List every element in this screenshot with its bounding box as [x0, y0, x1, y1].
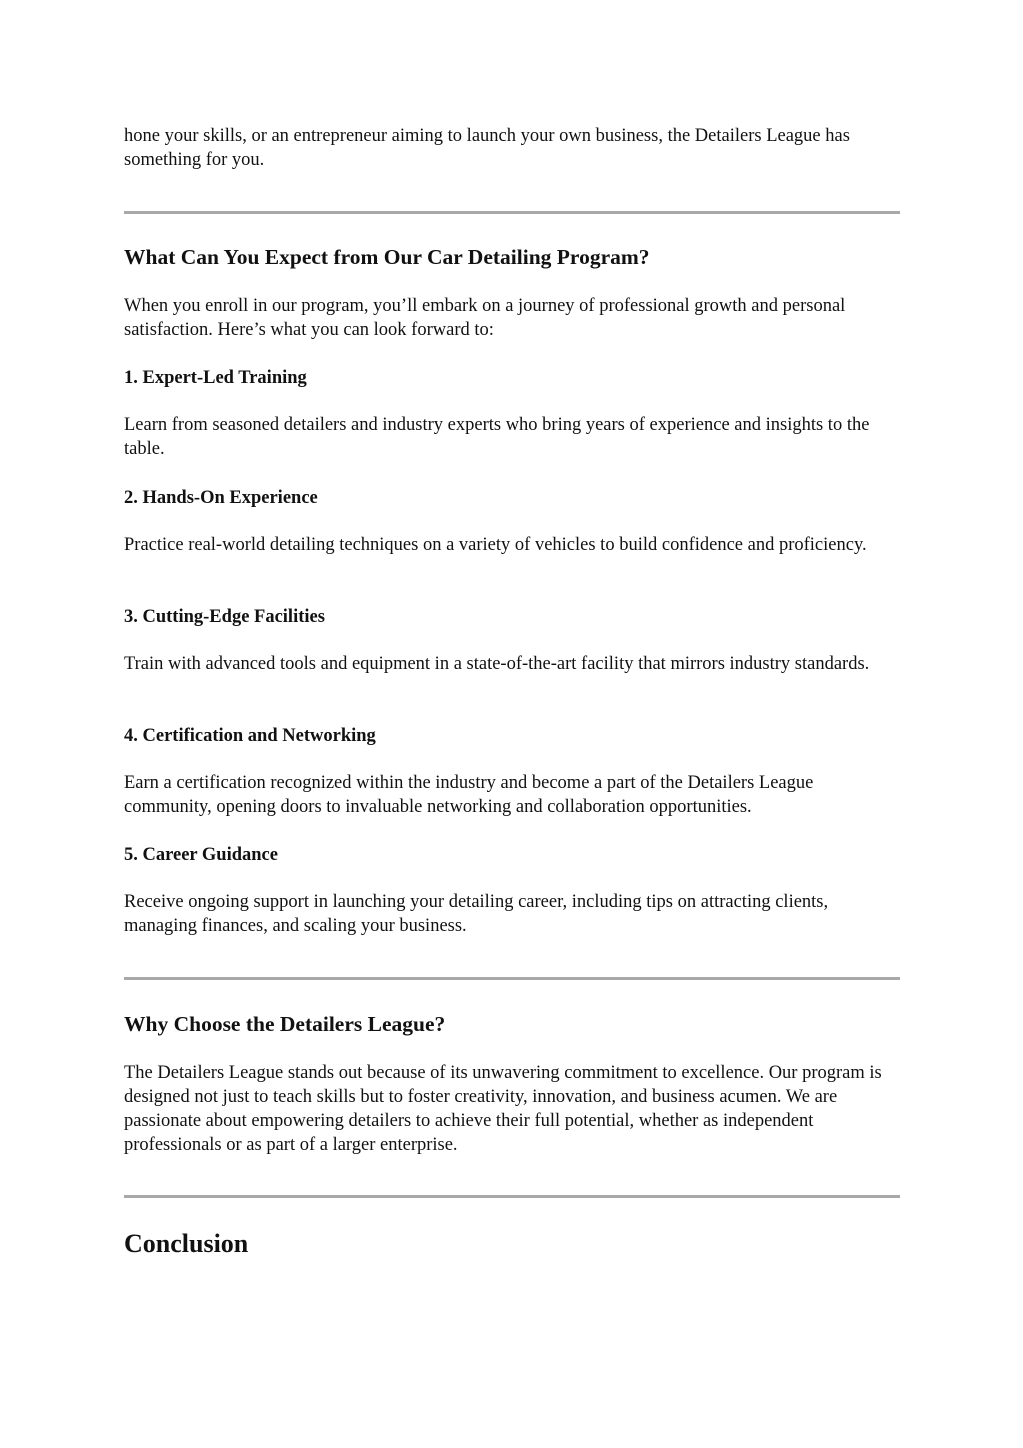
section-divider — [124, 1195, 900, 1198]
why-paragraph: The Detailers League stands out because of its unwavering commitment to excellence. Our program is designed not just to teach skills but to foster creativity, innovation, and business acumen. We are passionate about empowering detailers to achieve their full potential, whether as independent professionals or as part of a larger enterprise. — [124, 1063, 882, 1155]
item-title-1: 1. Expert-Led Training — [124, 368, 307, 388]
item-title-3: 3. Cutting-Edge Facilities — [124, 607, 325, 627]
item-body-4: Earn a certification recognized within the industry and become a part of the Detailers League community, opening doors to invaluable networking and collaboration opportunities. — [124, 773, 814, 817]
section-divider — [124, 977, 900, 980]
item-title-4: 4. Certification and Networking — [124, 726, 376, 746]
intro-paragraph: hone your skills, or an entrepreneur aiming to launch your own business, the Detailers League has something for you. — [124, 126, 850, 170]
item-body-3: Train with advanced tools and equipment in a state-of-the-art facility that mirrors industry standards. — [124, 654, 870, 674]
item-title-2: 2. Hands-On Experience — [124, 488, 318, 508]
item-title-5: 5. Career Guidance — [124, 845, 278, 865]
expect-intro-paragraph: When you enroll in our program, you’ll embark on a journey of professional growth and personal satisfaction. Here’s what you can look forward to: — [124, 296, 846, 340]
conclusion-heading: Conclusion — [124, 1229, 249, 1258]
item-body-5: Receive ongoing support in launching your detailing career, including tips on attracting clients, managing finances, and scaling your business. — [124, 892, 829, 936]
item-body-1: Learn from seasoned detailers and industry experts who bring years of experience and insights to the table. — [124, 415, 870, 459]
section-heading-why: Why Choose the Detailers League? — [124, 1012, 446, 1036]
section-heading-expect: What Can You Expect from Our Car Detailing Program? — [124, 245, 650, 269]
section-divider — [124, 211, 900, 214]
item-body-2: Practice real-world detailing techniques on a variety of vehicles to build confidence and proficiency. — [124, 535, 867, 555]
